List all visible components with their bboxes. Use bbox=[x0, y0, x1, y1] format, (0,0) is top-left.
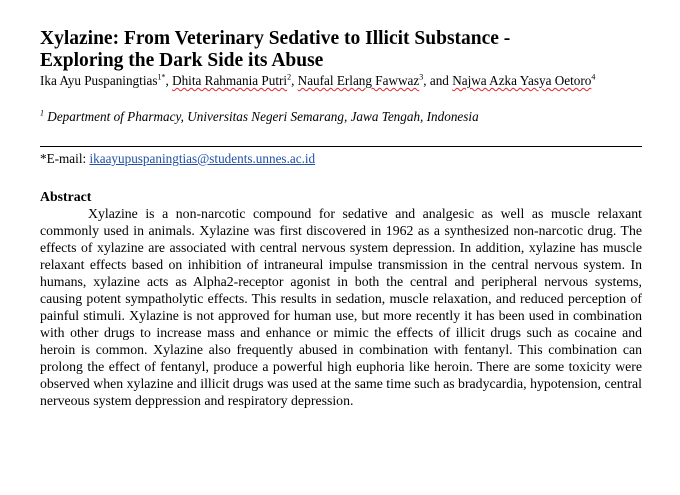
title-line-1: Xylazine: From Veterinary Sedative to Illicit Substance - bbox=[40, 28, 511, 49]
author-1-sup: 1* bbox=[157, 72, 166, 82]
author-3-sup: 3 bbox=[419, 72, 424, 82]
separator-rule bbox=[40, 146, 642, 147]
author-1-name: Ika Ayu Puspaningtias bbox=[40, 73, 158, 88]
affiliation-sup: 1 bbox=[40, 108, 44, 118]
author-conjunction: , and bbox=[423, 73, 453, 88]
affiliation-text: Department of Pharmacy, Universitas Negeri Semarang, Jawa Tengah, Indonesia bbox=[47, 109, 479, 124]
paper-page bbox=[40, 28, 642, 409]
abstract-heading: Abstract bbox=[40, 189, 92, 204]
author-4-sup: 4 bbox=[591, 72, 596, 82]
author-3-name: Naufal Erlang Fawwaz bbox=[297, 73, 420, 88]
email-link[interactable]: ikaayupuspaningtias@students.unnes.ac.id bbox=[89, 151, 316, 166]
author-2-sup: 2 bbox=[287, 72, 292, 82]
author-list: Ika Ayu Puspaningtias$^{1*}$, Dhita Rahmania Putri$^2$, Naufal Erlang Fawwaz$^3$, and Najwa Azka Yasya Oetoro$^4$ bbox=[40, 72, 596, 88]
title-line-2: Exploring the Dark Side its Abuse bbox=[40, 50, 324, 71]
paper-title bbox=[40, 28, 642, 72]
email-prefix: *E-mail: bbox=[40, 151, 90, 166]
abstract-body: Xylazine is a non-narcotic compound for sedative and analgesic as well as muscle relaxant commonly used in animals. Xylazine was first discovered in 1962 as a synthesized non-narcotic drug. The effects of xylazine are associated with central nervous system depression. In addition, xylazine has muscle relaxant effects based on inhibition of intraneural impulse transmission in the central nervous system. In humans, xylazine acts as Alpha2-receptor agonist in both the central and peripheral nervous systems, causing potent sympatholytic effects. This results in sedation, muscle relaxation, and reduced perception of painful stimuli. Xylazine is not approved for human use, but more recently it has been used in combination with other drugs to increase mass and enhance or mimic the effects of illicit drugs such as cocaine and heroin is common. Xylazine also frequently abused in combination with fentanyl. This combination can prolong the effect of fentanyl, produce a powerful high euphoria like heroin. There are some toxicity were observed when xylazine and illicit drugs was used at the same time such as bradycardia, hypotension, central nerveous system deppression and respiratory depression. bbox=[40, 206, 642, 408]
affiliation bbox=[40, 108, 642, 125]
author-2-name: Dhita Rahmania Putri bbox=[172, 73, 288, 88]
correspondence-email bbox=[40, 150, 642, 167]
author-4-name: Najwa Azka Yasya Oetoro bbox=[452, 73, 592, 88]
